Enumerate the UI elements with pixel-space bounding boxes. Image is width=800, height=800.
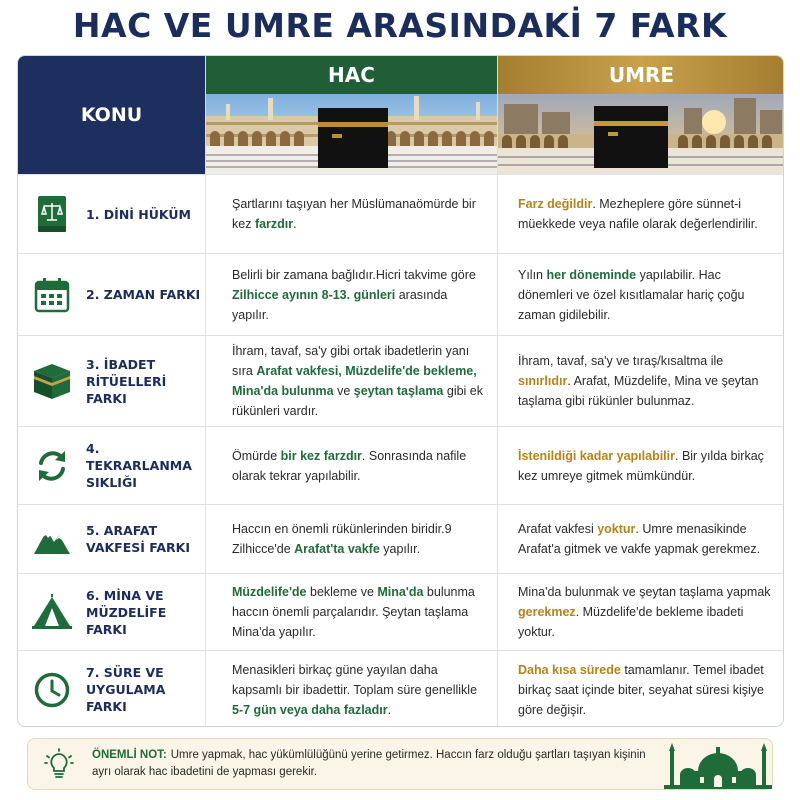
table-row (18, 174, 784, 253)
kaaba-sunset-image (498, 94, 784, 174)
text-segment: . Sonrasında nafile olarak tekrar yapılabilir. (232, 448, 467, 483)
highlight-text: İstenildiği kadar yapılabilir (518, 448, 675, 463)
header-umre (497, 56, 784, 174)
umre-cell-text (518, 351, 775, 411)
umre-cell (497, 574, 784, 650)
important-note (27, 738, 773, 790)
text-segment: ve (333, 384, 354, 398)
topic-cell (18, 574, 205, 650)
text-segment: Şartlarını taşıyan her Müslümana (232, 197, 417, 211)
umre-cell-text (518, 265, 775, 325)
law-book-icon (32, 194, 72, 234)
highlight-text: Arafat vakfesi, Müzdelife'de bekleme, Mina'da bulunma (232, 364, 477, 398)
text-segment: gibi ek rükünleri vardır. (232, 384, 483, 418)
highlight-text: şeytan taşlama (353, 384, 444, 398)
text-segment: . Arafat, Müzdelife, Mina ve şeytan taşlama gibi rükünler bulunmaz. (518, 374, 759, 408)
text-segment: . (387, 702, 392, 717)
header-umre-label: UMRE (498, 56, 784, 94)
hac-cell-text (232, 660, 483, 720)
highlight-text: sınırlıdır (518, 374, 568, 388)
text-segment: Belirli bir zamana bağlıdır. (232, 267, 376, 282)
topic-label: 2. ZAMAN FARKI (86, 287, 201, 302)
hac-cell (205, 505, 497, 573)
header-hac (205, 56, 497, 174)
text-segment: ömürde bir kez (232, 197, 476, 231)
repeat-icon (32, 446, 72, 486)
topic-label: 5. ARAFAT VAKFESİ FARKI (86, 523, 191, 555)
umre-cell-text (518, 446, 775, 486)
text-segment: yapılabilir. Hac dönemleri ve özel kısıtlamalar hariç çoğu zaman gidilebilir. (518, 267, 745, 322)
text-segment: Yılın (518, 267, 547, 282)
kaaba-crowd-image (206, 94, 497, 174)
text-segment: Menasikleri birkaç güne yayılan daha kapsamlı bir ibadettir. Toplam süre genellikle (232, 662, 478, 697)
table-row (18, 573, 784, 650)
topic-cell (18, 254, 205, 335)
text-segment: Arafat vakfesi (518, 522, 598, 536)
text-segment: İhram, tavaf, sa'y ve tıraş/kısaltma ile (518, 354, 724, 368)
hac-cell-text (232, 519, 483, 559)
text-segment: tamamlanır. Temel ibadet birkaç saat içinde biter, seyahat süresi kişiye göre değişir. (518, 662, 764, 717)
text-segment: Mina'da bulunmak ve şeytan taşlama yapmak (518, 585, 771, 599)
page-title: HAC VE UMRE ARASINDAKİ 7 FARK (72, 6, 728, 45)
umre-cell (497, 505, 784, 573)
table-row (18, 253, 784, 335)
hac-cell (205, 336, 497, 426)
text-segment: İhram, tavaf, sa'y gibi ortak ibadetlerin yanı sıra (232, 344, 470, 378)
topic-cell (18, 505, 205, 573)
topic-label: 7. SÜRE VE UYGULAMA FARKI (86, 665, 166, 714)
header-hac-label: HAC (206, 56, 497, 94)
hac-cell-text (232, 341, 483, 421)
text-segment: Ömürde (232, 448, 281, 463)
hac-cell (205, 254, 497, 335)
hac-cell-text (232, 194, 483, 234)
highlight-text: gerekmez (518, 605, 576, 619)
tent-icon (32, 592, 72, 632)
topic-label: 4. TEKRARLANMA SIKLIĞI (86, 441, 192, 490)
mountain-icon (32, 519, 72, 559)
highlight-text: Farz değildir (518, 197, 593, 211)
note-body: Umre yapmak, hac yükümlülüğünü yerine getirmez. Haccın farz olduğu şartları taşıyan kişinin ayrı olarak hac ibadetini de yapması gerekir. (92, 749, 646, 778)
note-text (92, 747, 662, 781)
highlight-text: Arafat'ta vakfe (294, 542, 380, 556)
table-row (18, 335, 784, 426)
topic-label: 1. DİNİ HÜKÜM (86, 206, 191, 222)
text-segment: Haccın en önemli rükünlerinden biridir. (232, 522, 445, 536)
clock-icon (32, 670, 72, 710)
hac-cell (205, 574, 497, 650)
text-segment: bulunma haccın önemli parçalarıdır. Şeytan taşlama Mina'da yapılır. (232, 585, 475, 639)
highlight-text: Daha kısa sürede (518, 662, 621, 677)
text-segment: . (293, 217, 297, 231)
umre-cell-text (518, 519, 775, 559)
text-segment: . Bir yılda birkaç kez umreye gitmek mümkündür. (518, 448, 764, 483)
topic-cell (18, 651, 205, 727)
note-label: ÖNEMLİ NOT: (92, 749, 167, 761)
highlight-text: her döneminde (546, 267, 637, 282)
text-segment: 9 Zilhicce'de (232, 522, 452, 556)
umre-cell (497, 175, 784, 253)
topic-cell (18, 427, 205, 504)
table-row (18, 650, 784, 727)
topic-label: 3. İBADET RİTÜELLERİ FARKI (86, 356, 167, 406)
table-header (18, 56, 784, 174)
text-segment: bekleme ve (306, 585, 378, 599)
hac-cell-text (232, 582, 483, 642)
calendar-icon (32, 275, 72, 315)
text-segment: yapılır. (379, 542, 421, 556)
hac-cell-text (232, 265, 483, 325)
topic-cell (18, 336, 205, 426)
kaaba-icon (32, 361, 72, 401)
text-segment: . Mezheplere göre sünnet-i müekkede veya nafile olarak değerlendirilir. (518, 197, 758, 231)
highlight-text: bir kez farzdır (280, 448, 362, 463)
table-row (18, 504, 784, 573)
topic-cell (18, 175, 205, 253)
hac-cell (205, 651, 497, 727)
hac-cell (205, 175, 497, 253)
mosque-silhouette-icon (664, 741, 772, 789)
highlight-text: Zilhicce ayının 8-13. günleri (232, 287, 396, 302)
header-topic-label: KONU (80, 104, 143, 126)
header-topic (18, 56, 205, 174)
comparison-table (17, 55, 784, 727)
highlight-text: 5-7 gün veya daha fazladır (232, 702, 388, 717)
umre-cell (497, 427, 784, 504)
umre-cell-text (518, 582, 775, 642)
table-row (18, 426, 784, 504)
highlight-text: farzdır (254, 217, 294, 231)
text-segment: arasında yapılır. (232, 287, 448, 322)
hac-cell-text (232, 446, 483, 486)
topic-label: 6. MİNA VE MÜZDELİFE FARKI (86, 587, 167, 637)
umre-cell (497, 254, 784, 335)
text-segment: . Umre menasikinde Arafat'a gitmek ve vakfe yapmak gerekmez. (518, 522, 761, 556)
hac-cell (205, 427, 497, 504)
umre-cell (497, 651, 784, 727)
highlight-text: yoktur (597, 522, 636, 536)
highlight-text: Müzdelife'de (232, 585, 307, 599)
umre-cell-text (518, 660, 775, 720)
umre-cell-text (518, 194, 775, 234)
text-segment: . Müzdelife'de bekleme ibadeti yoktur. (518, 605, 744, 639)
lightbulb-icon (42, 748, 76, 782)
text-segment: Hicri takvime göre (375, 267, 476, 282)
umre-cell (497, 336, 784, 426)
highlight-text: Mina'da (377, 585, 424, 599)
